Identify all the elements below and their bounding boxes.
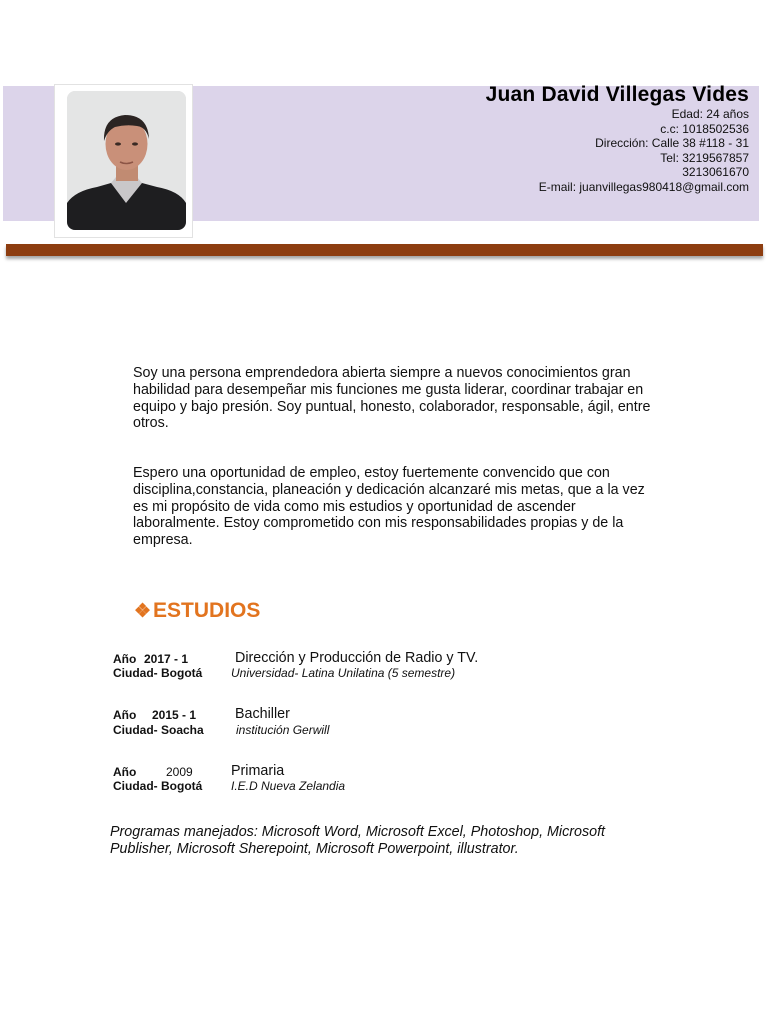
address: Dirección: Calle 38 #118 - 31 xyxy=(595,136,749,151)
year-value: 2015 - 1 xyxy=(152,708,197,722)
year-value: 2017 - 1 xyxy=(144,652,189,666)
section-title-estudios xyxy=(134,599,260,624)
year-label: Año xyxy=(113,708,137,722)
full-name: Juan David Villegas Vides xyxy=(485,83,749,106)
profile-photo-frame xyxy=(54,84,193,238)
person-photo-icon xyxy=(67,91,186,230)
email: E-mail: juanvillegas980418@gmail.com xyxy=(538,179,749,194)
year-label: Año xyxy=(113,652,137,666)
profile-paragraph-1: Soy una persona emprendedora abierta siempre a nuevos conocimientos gran habilidad para desempeñar mis funciones me gusta liderar, coordinar trabajar en equipo y bajo presión. Soy puntual, honesto, colaborador, responsable, ágil, entre otros. xyxy=(133,365,651,432)
degree-title: Bachiller xyxy=(235,706,290,722)
profile-photo xyxy=(67,91,186,230)
institution: Universidad- Latina Unilatina (5 semestre) xyxy=(231,666,456,680)
city: Ciudad- Bogotá xyxy=(113,666,203,680)
degree-title: Primaria xyxy=(231,763,285,779)
profile-paragraph-2: Espero una oportunidad de empleo, estoy fuertemente convencido que con disciplina,constancia, planeación y dedicación alcanzaré mis metas, que a la vez es mi propósito de vida como mis estudios y oportunidad de ascender laboralmente. Estoy comprometido con mis responsabilidades propias y de la empresa. xyxy=(133,465,645,549)
contact-block xyxy=(486,83,749,195)
year-label: Año xyxy=(113,765,137,779)
phone: Tel: 3219567857 xyxy=(660,150,749,165)
institution: institución Gerwill xyxy=(236,723,330,737)
age: Edad: 24 años xyxy=(671,107,749,121)
year-value: 2009 xyxy=(166,765,193,779)
id-number: c.c: 1018502536 xyxy=(660,121,749,136)
diamond-bullet-icon: ❖ xyxy=(134,601,152,622)
header-divider xyxy=(6,244,763,256)
section-title-text: ESTUDIOS xyxy=(153,599,261,622)
city: Ciudad- Soacha xyxy=(113,723,204,737)
programs-used: Programas manejados: Microsoft Word, Microsoft Excel, Photoshop, Microsoft Publisher, Microsoft Sherepoint, Microsoft Powerpoint, illustrator. xyxy=(110,824,606,857)
phone-secondary: 3213061670 xyxy=(682,165,749,180)
city: Ciudad- Bogotá xyxy=(113,779,203,793)
degree-title: Dirección y Producción de Radio y TV. xyxy=(235,650,479,666)
institution: I.E.D Nueva Zelandia xyxy=(231,779,346,793)
